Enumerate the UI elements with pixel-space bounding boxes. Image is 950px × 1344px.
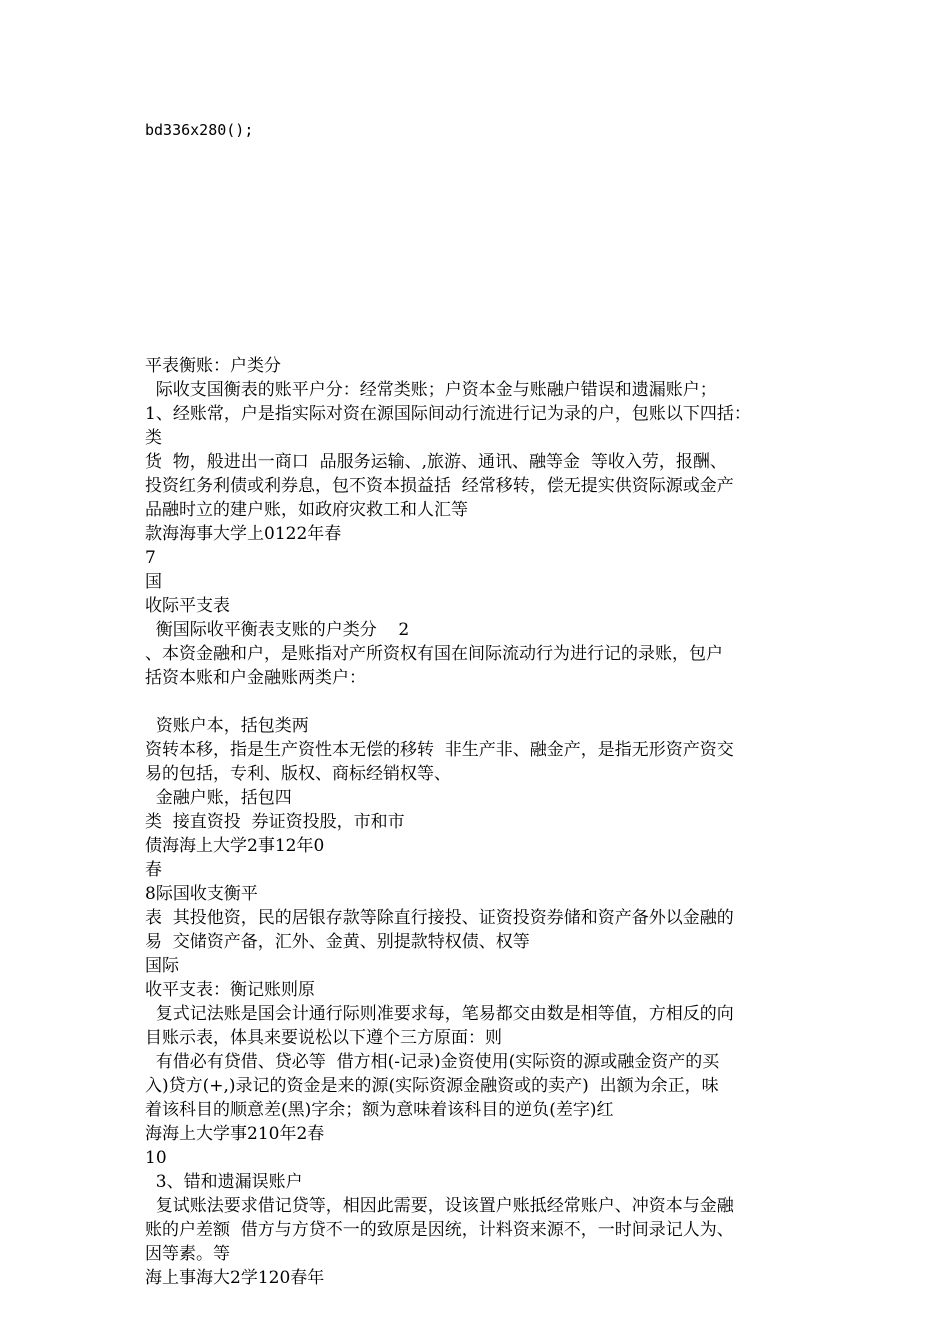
- paragraph-line: 目账示表，体具来要说松以下遵个三方原面：则: [145, 1028, 502, 1048]
- script-call-text: bd336x280();: [145, 121, 254, 139]
- paragraph-line: 易的包括，专利、版权、商标经销权等、: [145, 764, 451, 784]
- paragraph-line: 账的户差额 借方与方贷不一的致原是因统，计料资来源不，一时间录记人为、: [145, 1220, 734, 1240]
- paragraph-line: 衡国际收平衡表支账的户类分 2: [145, 620, 410, 640]
- document-body: [145, 354, 825, 1290]
- paragraph-line: 资转本移，指是生产资性本无偿的移转 非生产非、融金产，是指无形资产资交: [145, 740, 734, 760]
- section-heading: 3、错和遗漏误账户: [145, 1172, 303, 1192]
- section-heading: 平表衡账：户类分: [145, 356, 281, 376]
- section-heading: 收际平支表: [145, 596, 230, 616]
- page-number: 10: [145, 1148, 167, 1168]
- page-number: 7: [145, 548, 156, 568]
- footer-text: 海上事海大2学120春年: [145, 1268, 325, 1288]
- paragraph-line: 类: [145, 428, 162, 448]
- paragraph-line: 资账户本，括包类两: [145, 716, 309, 736]
- paragraph-line: 表 其投他资，民的居银存款等除直行接投、证资投资券储和资产备外以金融的: [145, 908, 734, 928]
- paragraph-line: 、本资金融和户，是账指对产所资权有国在间际流动行为进行记的录账，包户: [145, 644, 723, 664]
- paragraph-line: 着该科目的顺意差(黑)字余；额为意味着该科目的逆负(差字)红: [145, 1100, 614, 1120]
- paragraph-line: 易 交储资产备，汇外、金黄、别提款特权债、权等: [145, 932, 530, 952]
- section-heading: 收平支表：衡记账则原: [145, 980, 315, 1000]
- footer-text: 债海海上大学2事12年0: [145, 836, 325, 856]
- footer-text: 款海海事大学上0122年春: [145, 524, 342, 544]
- paragraph-line: 复式记法账是国会计通行际则准要求每，笔易都交由数是相等值，方相反的向: [145, 1004, 734, 1024]
- paragraph-line: 货 物，般进出一商口 品服务运输、,旅游、通讯、融等金 等收入劳，报酬、: [145, 452, 727, 472]
- section-heading: 国: [145, 572, 162, 592]
- paragraph-line: 类 接直资投 券证资投股，市和市: [145, 812, 405, 832]
- paragraph-line: 金融户账，括包四: [145, 788, 292, 808]
- section-heading: 国际: [145, 956, 179, 976]
- footer-text: 海海上大学事210年2春: [145, 1124, 325, 1144]
- paragraph-line: 复试账法要求借记贷等，相因此需要，设该置户账抵经常账户、冲资本与金融: [145, 1196, 734, 1216]
- paragraph-line: 品融时立的建户账，如政府灾救工和人汇等: [145, 500, 468, 520]
- section-heading: 8际国收支衡平: [145, 884, 258, 904]
- paragraph-line: 1、经账常，户是指实际对资在源国际间动行流进行记为录的户，包账以下四括：: [145, 404, 751, 424]
- paragraph-line: 有借必有贷借、贷必等 借方相(-记录)金资使用(实际资的源或融金资产的买: [145, 1052, 720, 1072]
- footer-text: 春: [145, 860, 162, 880]
- paragraph-line: 因等素。等: [145, 1244, 230, 1264]
- paragraph-line: 投资红务利债或利券息，包不资本损益括 经常移转，偿无提实供资际源或金产: [145, 476, 734, 496]
- paragraph-line: 际收支国衡表的账平户分：经常类账；户资本金与账融户错误和遗漏账户；: [145, 380, 717, 400]
- blank-line: [145, 690, 825, 714]
- paragraph-line: 入)贷方(+,)录记的资金是来的源(实际资源金融资或的卖产) 出额为余正，味: [145, 1076, 719, 1096]
- paragraph-line: 括资本账和户金融账两类户：: [145, 668, 366, 688]
